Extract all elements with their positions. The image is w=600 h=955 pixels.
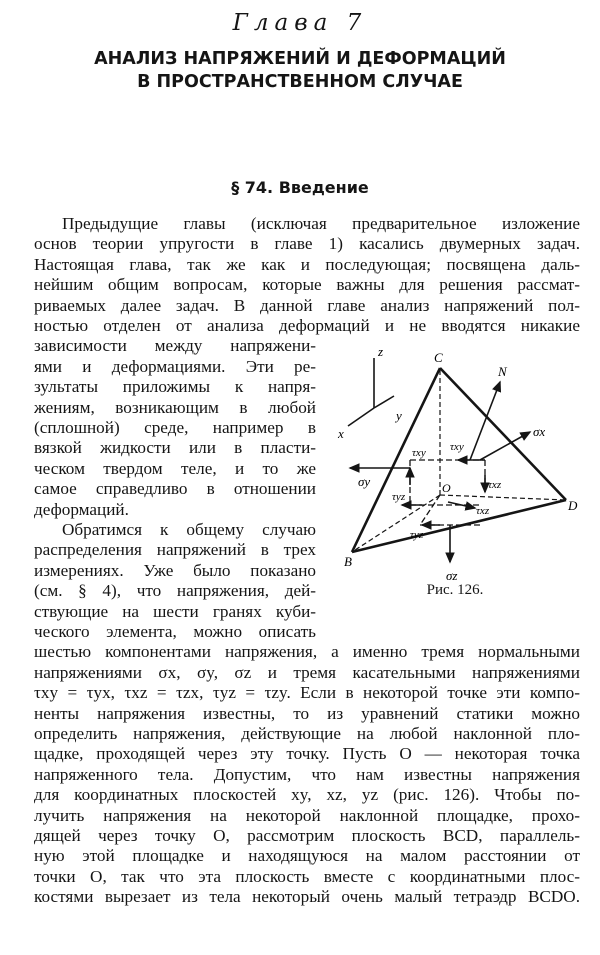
section-heading: § 74. Введение: [231, 178, 369, 197]
y-axis-line: [374, 396, 394, 408]
text-line: вязкой жидкости или в пласти-: [34, 438, 316, 458]
label-o: O: [442, 481, 451, 495]
text-line: определить напряжения, действующие на любой наклонной пло-: [34, 724, 580, 743]
label-z: z: [378, 344, 384, 359]
text-line: костями вырезает из тела некоторый очень малый тетраэдр BCDO.: [34, 887, 580, 907]
label-c: C: [434, 350, 443, 365]
label-d: D: [568, 498, 578, 513]
text-line: ствующие на шести гранях куби-: [34, 601, 316, 621]
text-line: ческом твердом теле, и то же: [34, 458, 316, 478]
text-line: нейшим общим вопросам, которые важны для решения рассмат-: [34, 275, 580, 295]
label-tau-xy-2: τxy: [412, 447, 426, 459]
text-line: зультаты приложимы к напря-: [34, 377, 316, 397]
label-b: B: [344, 554, 352, 569]
label-sigma-y: σy: [358, 474, 371, 489]
text-line: Настоящая глава, так же как и последующая; посвящена даль-: [34, 254, 580, 274]
axes-sketch: [348, 358, 394, 426]
text-line: τxy = τyx, τxz = τzx, τyz = τzy. Если в некоторой точке эти компо-: [34, 683, 580, 703]
text-line: деформаций.: [34, 499, 129, 519]
chapter-heading: Глава 7: [232, 10, 368, 36]
arrow-tau-xz-2: [448, 502, 475, 508]
text-line: ями и деформациями. Эти ре-: [34, 356, 316, 376]
text-line: основ теории упругости в главе 1) касались двумерных задач.: [34, 234, 580, 254]
text-line: Предыдущие главы (исключая предварительное изложение: [62, 214, 580, 233]
text-line: лучить напряжения на некоторой наклонной площадке, прохо-: [34, 805, 580, 825]
arrow-normal-n: [470, 382, 500, 460]
label-y: y: [396, 408, 402, 423]
text-line: жениям, возникающим в любой: [34, 397, 316, 417]
chapter-title-line-1: АНАЛИЗ НАПРЯЖЕНИЙ И ДЕФОРМАЦИЙ: [94, 49, 506, 69]
text-line: риваемых далее задач. В данной главе анализ напряжений пол-: [34, 295, 580, 315]
text-line: Обратимся к общему случаю: [62, 520, 316, 539]
chapter-title-line-2: В ПРОСТРАНСТВЕННОМ СЛУЧАЕ: [137, 72, 463, 92]
label-tau-xy-1: τxy: [450, 441, 464, 453]
text-line: дящей через точку O, рассмотрим плоскость BCD, параллель-: [34, 826, 580, 845]
text-line: распределения напряжений в трех: [34, 540, 316, 560]
text-line: напряжениями σx, σy, σz и тремя касательными напряжениями: [34, 662, 580, 682]
label-tau-yz-2: τyz: [410, 529, 424, 541]
label-tau-xz-2: τxz: [476, 505, 490, 517]
text-line: для координатных плоскостей xy, xz, yz (рис. 126). Чтобы по-: [34, 785, 580, 805]
text-line: ностью отделен от анализа деформаций и не вводятся никакие: [34, 316, 580, 335]
label-x: x: [338, 426, 344, 441]
face-line-6: [420, 495, 440, 525]
text-line: шестью компонентами напряжения, а именно тремя нормальными: [34, 642, 580, 662]
text-line: (см. § 4), что напряжения, дей-: [34, 581, 316, 601]
text-line: зависимости между напряжени-: [34, 336, 316, 356]
text-line: точки O, так что эта плоскость вместе с координатными плос-: [34, 866, 580, 886]
label-tau-yz-1: τyz: [392, 491, 406, 503]
text-line: самое справедливо в отношении: [34, 479, 316, 499]
tetrahedron-figure: [330, 340, 590, 585]
edge-od: [440, 495, 566, 500]
label-n: N: [498, 364, 507, 379]
text-line: щадке, проходящей через эту точку. Пусть O — некоторая точка: [34, 744, 580, 764]
text-line: ную этой площадке и находящуюся на малом расстоянии от: [34, 846, 580, 866]
text-line: (сплошной) среде, например в: [34, 418, 316, 437]
text-line: ненты напряжения известны, то из уравнений статики можно: [34, 703, 580, 723]
edge-bd: [352, 500, 566, 552]
x-axis-line: [348, 408, 374, 426]
text-line: ческого элемента, можно описать: [34, 622, 316, 641]
text-line: напряженного тела. Допустим, что нам известны напряжения: [34, 764, 580, 784]
chapter-title: [0, 48, 600, 94]
text-line: измерениях. Уже было показано: [34, 560, 316, 580]
label-tau-xz-1: τxz: [488, 479, 502, 491]
label-sigma-x: σx: [533, 424, 546, 439]
edge-cd: [440, 368, 566, 500]
label-sigma-z: σz: [446, 568, 458, 583]
figure-caption: Рис. 126.: [426, 582, 484, 598]
